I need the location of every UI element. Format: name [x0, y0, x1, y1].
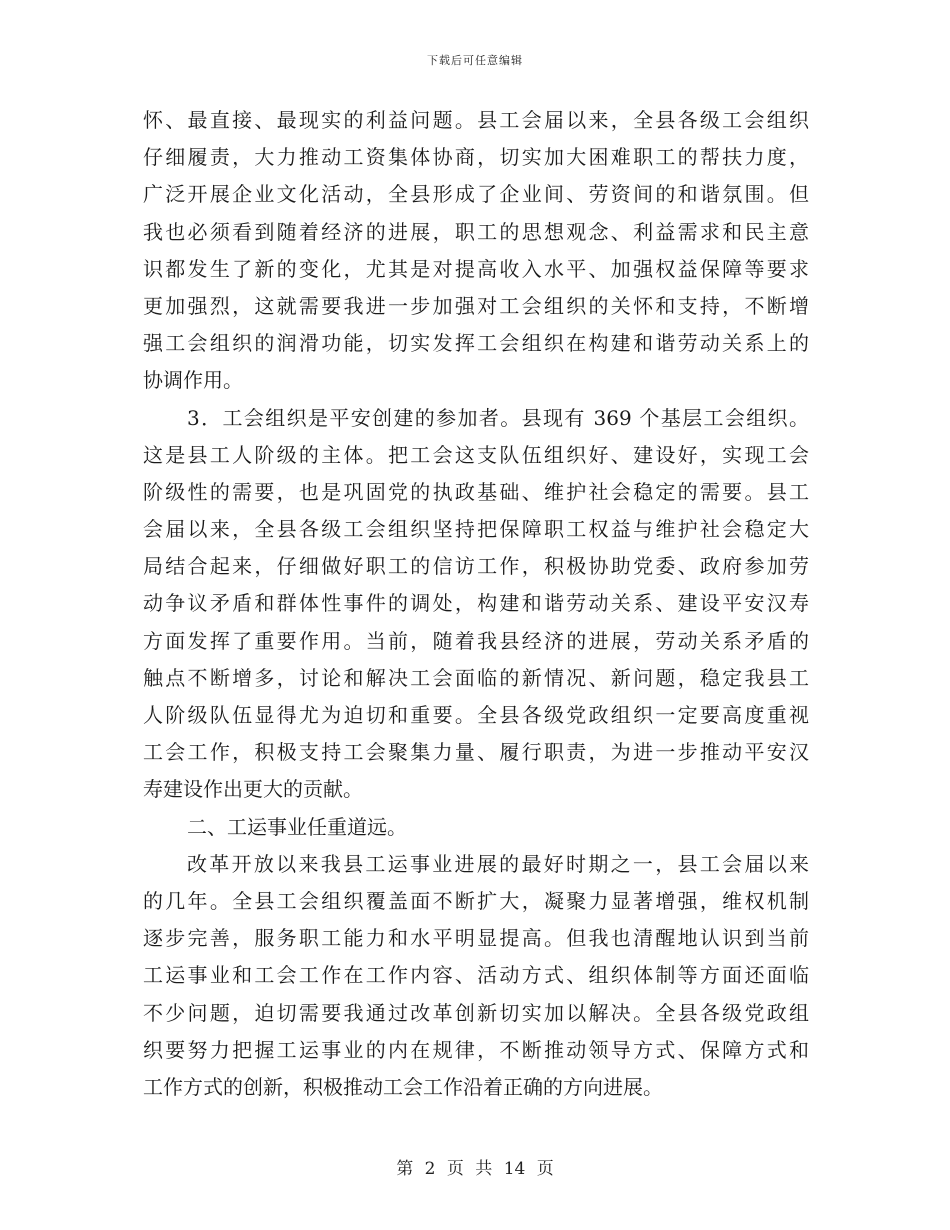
- text-line: 3．工会组织是平安创建的参加者。县现有 369 个基层工会组织。: [187, 405, 809, 430]
- document-body: [143, 102, 809, 1106]
- text-line: 逐步完善，服务职工能力和水平明显提高。但我也清醒地认识到当前: [143, 926, 809, 951]
- text-line: 这是县工人阶级的主体。把工会这支队伍组织好、建设好，实现工会: [143, 442, 809, 467]
- text-line: 工作方式的创新，积极推动工会工作沿着正确的方向进展。: [143, 1074, 663, 1099]
- page-header: 下载后可任意编辑: [427, 54, 523, 67]
- text-line: 更加强烈，这就需要我进一步加强对工会组织的关怀和支持，不断增: [143, 293, 809, 318]
- text-line: 阶级性的需要，也是巩固党的执政基础、维护社会稳定的需要。县工: [143, 479, 809, 504]
- text-line: 我也必须看到随着经济的进展，职工的思想观念、利益需求和民主意: [143, 219, 809, 244]
- text-line: 不少问题，迫切需要我通过改革创新切实加以解决。全县各级党政组: [143, 1000, 809, 1025]
- text-line: 广泛开展企业文化活动，全县形成了企业间、劳资间的和谐氛围。但: [143, 182, 809, 207]
- text-line: 局结合起来，仔细做好职工的信访工作，积极协助党委、政府参加劳: [143, 554, 809, 579]
- text-line: 仔细履责，大力推动工资集体协商，切实加大困难职工的帮扶力度，: [143, 145, 809, 170]
- text-line: 织要努力把握工运事业的内在规律，不断推动领导方式、保障方式和: [143, 1037, 809, 1062]
- text-line: 怀、最直接、最现实的利益问题。县工会届以来，全县各级工会组织: [143, 108, 809, 132]
- text-line: 动争议矛盾和群体性事件的调处，构建和谐劳动关系、建设平安汉寿: [143, 591, 809, 616]
- text-line: 人阶级队伍显得尤为迫切和重要。全县各级党政组织一定要高度重视: [143, 703, 809, 727]
- page-number: 第 2 页 共 14 页: [396, 1159, 554, 1179]
- text-line: 识都发生了新的变化，尤其是对提高收入水平、加强权益保障等要求: [143, 256, 809, 281]
- text-line: 工运事业和工会工作在工作内容、活动方式、组织体制等方面还面临: [143, 963, 809, 988]
- text-line: 强工会组织的润滑功能，切实发挥工会组织在构建和谐劳动关系上的: [143, 331, 809, 356]
- text-line: 的几年。全县工会组织覆盖面不断扩大，凝聚力显著增强，维权机制: [143, 888, 809, 913]
- text-line: 协调作用。: [143, 368, 243, 393]
- text-line: 寿建设作出更大的贡献。: [143, 777, 363, 802]
- text-line: 触点不断增多，讨论和解决工会面临的新情况、新问题，稳定我县工: [143, 665, 809, 690]
- section-heading: 二、工运事业任重道远。: [187, 814, 407, 839]
- text-line: 改革开放以来我县工运事业进展的最好时期之一，县工会届以来: [187, 851, 809, 876]
- text-line: 方面发挥了重要作用。当前，随着我县经济的进展，劳动关系矛盾的: [143, 628, 809, 653]
- text-line: 工会工作，积极支持工会聚集力量、履行职责，为进一步推动平安汉: [143, 740, 809, 765]
- text-line: 会届以来，全县各级工会组织坚持把保障职工权益与维护社会稳定大: [143, 517, 809, 542]
